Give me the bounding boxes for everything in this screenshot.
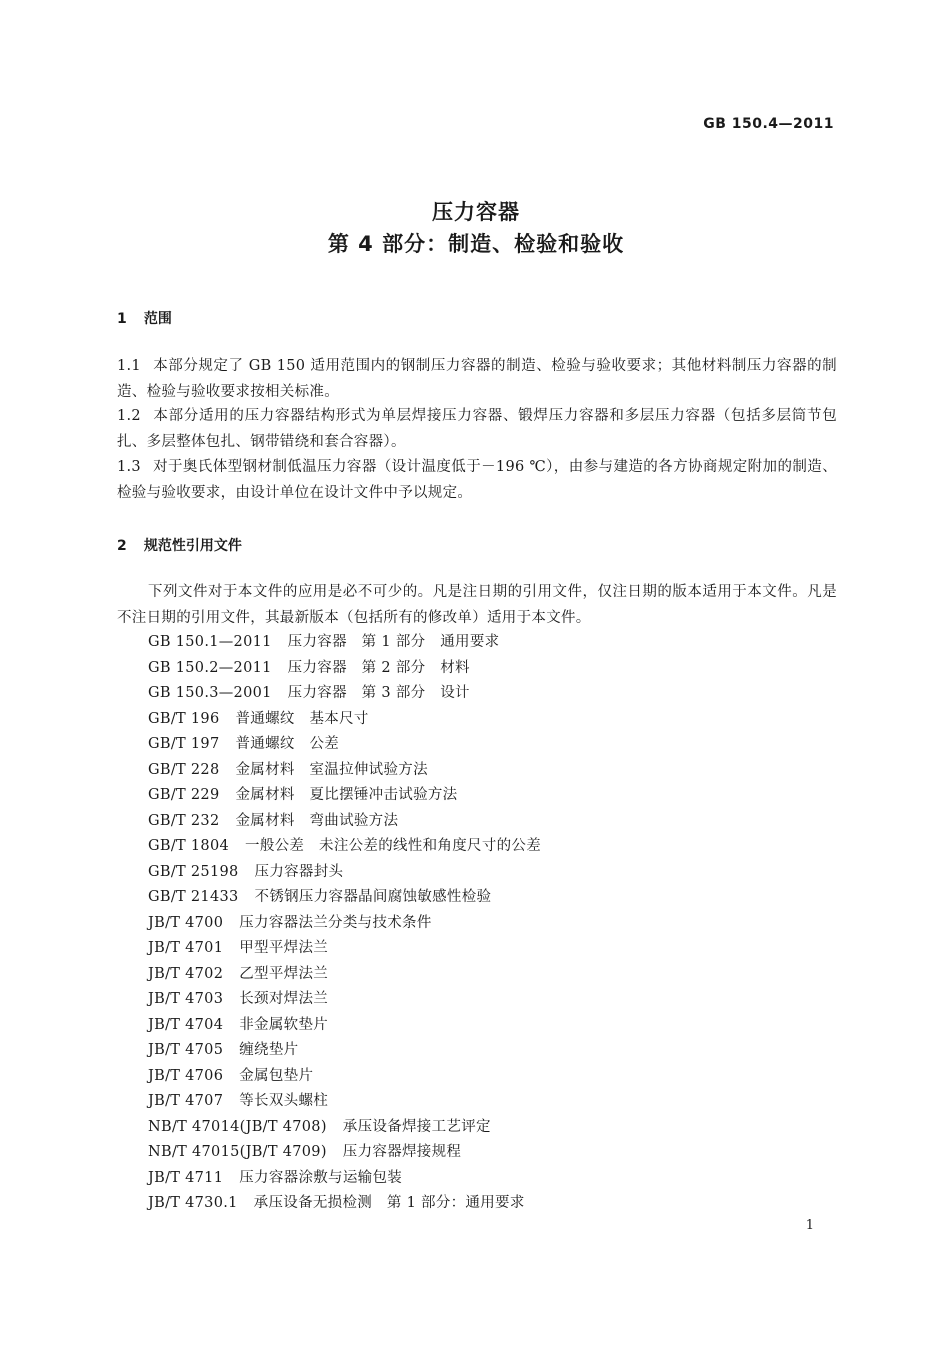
- reference-title: 一般公差 未注公差的线性和角度尺寸的公差: [245, 838, 542, 854]
- reference-title: 等长双头螺柱: [239, 1093, 329, 1109]
- reference-item: [148, 962, 541, 988]
- reference-title: 缠绕垫片: [239, 1042, 299, 1058]
- reference-title: 压力容器 第 3 部分 设计: [287, 685, 470, 701]
- clause-number: 1.1: [117, 358, 141, 374]
- reference-title: 金属材料 夏比摆锤冲击试验方法: [235, 787, 458, 803]
- clause-1-2: [117, 404, 837, 455]
- reference-item: [148, 1140, 541, 1166]
- section-2-heading: [117, 535, 242, 555]
- reference-item: [148, 630, 541, 656]
- clause-number: 1.3: [117, 459, 141, 475]
- reference-item: [148, 911, 541, 937]
- reference-item: [148, 834, 541, 860]
- reference-code: JB/T 4703: [148, 991, 224, 1007]
- clause-text: 对于奥氏体型钢材制低温压力容器（设计温度低于－196 ℃），由参与建造的各方协商规定附加的制造、检验与验收要求，由设计单位在设计文件中予以规定。: [117, 459, 837, 501]
- section-1-heading: [117, 308, 172, 328]
- reference-code: JB/T 4704: [148, 1016, 224, 1033]
- reference-item: [148, 1191, 541, 1217]
- section-number: 2: [117, 538, 127, 554]
- reference-code: GB/T 229: [148, 787, 220, 803]
- reference-title: 非金属软垫片: [239, 1016, 329, 1033]
- reference-code: JB/T 4701: [148, 940, 224, 956]
- reference-code: GB 150.3—2001: [148, 685, 272, 701]
- clause-text: 本部分适用的压力容器结构形式为单层焊接压力容器、锻焊压力容器和多层压力容器（包括多层筒节包扎、多层整体包扎、钢带错绕和套合容器）。: [117, 408, 837, 450]
- reference-title: 长颈对焊法兰: [239, 991, 329, 1007]
- title-line-2: 第 4 部分：制造、检验和验收: [327, 232, 625, 256]
- section-title: 规范性引用文件: [143, 538, 242, 554]
- normative-references-intro: 下列文件对于本文件的应用是必不可少的。凡是注日期的引用文件，仅注日期的版本适用于本文件。凡是不注日期的引用文件，其最新版本（包括所有的修改单）适用于本文件。: [117, 584, 837, 626]
- reference-code: JB/T 4730.1: [148, 1195, 238, 1211]
- reference-code: JB/T 4700: [148, 914, 224, 931]
- clause-1-3: [117, 455, 837, 506]
- reference-code: GB 150.2—2011: [148, 659, 272, 676]
- reference-code: GB/T 21433: [148, 889, 239, 905]
- reference-code: GB/T 228: [148, 761, 220, 778]
- reference-title: 承压设备焊接工艺评定: [342, 1118, 491, 1135]
- clause-number: 1.2: [117, 408, 141, 424]
- reference-item: [148, 1013, 541, 1039]
- clause-1-1: [117, 354, 837, 405]
- reference-code: NB/T 47015(JB/T 4709): [148, 1144, 327, 1160]
- reference-item: [148, 681, 541, 707]
- reference-item: [148, 1166, 541, 1192]
- page-number: 1: [805, 1218, 814, 1233]
- reference-item: [148, 936, 541, 962]
- reference-title: 压力容器焊接规程: [342, 1144, 462, 1160]
- reference-title: 乙型平焊法兰: [239, 965, 329, 982]
- reference-code: JB/T 4707: [148, 1093, 224, 1109]
- reference-code: NB/T 47014(JB/T 4708): [148, 1118, 327, 1135]
- reference-title: 压力容器封头: [254, 863, 344, 880]
- reference-title: 普通螺纹 基本尺寸: [235, 710, 369, 727]
- reference-code: JB/T 4705: [148, 1042, 224, 1058]
- reference-item: [148, 885, 541, 911]
- section-title: 范围: [143, 311, 172, 327]
- reference-title: 压力容器法兰分类与技术条件: [239, 914, 432, 931]
- reference-item: [148, 1115, 541, 1141]
- reference-code: GB/T 196: [148, 710, 220, 727]
- reference-item: [148, 987, 541, 1013]
- reference-code: JB/T 4702: [148, 965, 224, 982]
- reference-title: 压力容器涂敷与运输包装: [239, 1169, 403, 1186]
- reference-title: 甲型平焊法兰: [239, 940, 329, 956]
- reference-title: 金属包垫片: [239, 1067, 314, 1084]
- reference-item: [148, 783, 541, 809]
- reference-title: 金属材料 室温拉伸试验方法: [235, 761, 428, 778]
- reference-item: [148, 758, 541, 784]
- reference-item: [148, 1089, 541, 1115]
- reference-title: 压力容器 第 2 部分 材料: [287, 659, 470, 676]
- section-number: 1: [117, 311, 127, 327]
- reference-title: 金属材料 弯曲试验方法: [235, 812, 399, 829]
- title-line-1: 压力容器: [432, 200, 520, 224]
- reference-code: GB 150.1—2011: [148, 634, 272, 650]
- reference-item: [148, 1038, 541, 1064]
- reference-code: GB/T 1804: [148, 838, 230, 854]
- reference-item: [148, 860, 541, 886]
- reference-item: [148, 809, 541, 835]
- reference-code: JB/T 4706: [148, 1067, 224, 1084]
- reference-code: JB/T 4711: [148, 1169, 224, 1186]
- reference-item: [148, 1064, 541, 1090]
- reference-item: [148, 732, 541, 758]
- reference-title: 普通螺纹 公差: [235, 736, 340, 752]
- reference-list: [148, 630, 541, 1217]
- reference-code: GB/T 25198: [148, 863, 239, 880]
- reference-code: GB/T 197: [148, 736, 220, 752]
- reference-item: [148, 656, 541, 682]
- reference-title: 承压设备无损检测 第 1 部分：通用要求: [253, 1195, 525, 1211]
- reference-code: GB/T 232: [148, 812, 220, 829]
- reference-title: 不锈钢压力容器晶间腐蚀敏感性检验: [254, 889, 492, 905]
- reference-item: [148, 707, 541, 733]
- clause-text: 本部分规定了 GB 150 适用范围内的钢制压力容器的制造、检验与验收要求；其他材料制压力容器的制造、检验与验收要求按相关标准。: [117, 358, 837, 400]
- reference-title: 压力容器 第 1 部分 通用要求: [287, 634, 500, 650]
- standard-number: GB 150.4—2011: [703, 116, 834, 132]
- document-title: [0, 196, 952, 260]
